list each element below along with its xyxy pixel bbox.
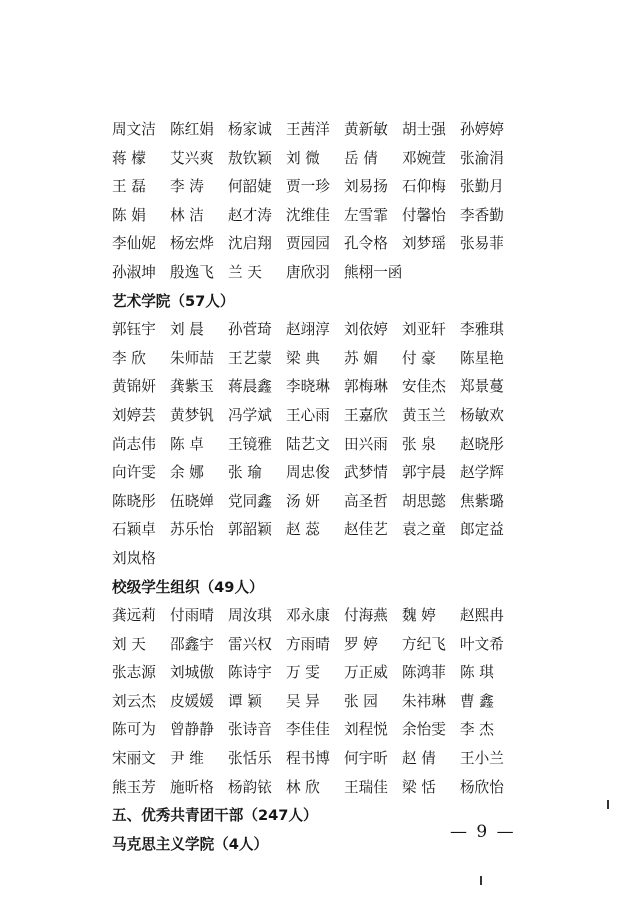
- name-cell: 朱师喆: [170, 349, 214, 367]
- name-row: [112, 631, 522, 660]
- name-cell: 方雨晴: [286, 635, 330, 653]
- name-cell: 王 磊: [112, 178, 146, 196]
- section-heading-marxism-college: 马克思主义学院（4人）: [112, 835, 269, 853]
- name-cell: 曹 鑫: [460, 692, 494, 710]
- name-cell: 周忠俊: [286, 464, 330, 482]
- name-cell: 兰 天: [228, 263, 262, 281]
- name-row: [112, 316, 522, 345]
- name-row: [112, 173, 522, 202]
- name-cell: 万正威: [344, 664, 388, 682]
- name-cell: 袁之童: [402, 521, 446, 539]
- name-cell: 赵 倩: [402, 750, 436, 768]
- name-cell: 安佳杰: [402, 378, 446, 396]
- name-row: [112, 488, 522, 517]
- name-cell: 殷逸飞: [170, 263, 214, 281]
- name-row: [112, 116, 522, 145]
- name-cell: 林 洁: [170, 206, 204, 224]
- name-row: [112, 202, 522, 231]
- name-cell: 熊栩一函: [344, 263, 403, 281]
- name-cell: 胡士强: [402, 121, 446, 138]
- name-cell: 杨家诚: [228, 121, 272, 138]
- name-row: [112, 145, 522, 174]
- name-cell: 杨韵铱: [228, 778, 272, 796]
- name-cell: 贾园园: [286, 235, 330, 253]
- name-cell: 刘婷芸: [112, 406, 156, 424]
- name-cell: 刘云杰: [112, 692, 156, 710]
- name-row: [112, 259, 522, 288]
- name-cell: 苏乐怡: [170, 521, 214, 539]
- name-cell: 刘亚轩: [402, 321, 446, 339]
- name-cell: 黄梦钒: [170, 406, 214, 424]
- name-cell: 沈维佳: [286, 206, 330, 224]
- name-cell: 施昕格: [170, 778, 214, 796]
- name-cell: 刘易扬: [344, 178, 388, 196]
- name-cell: 杨敏欢: [460, 406, 504, 424]
- name-cell: 周汝琪: [228, 607, 272, 625]
- name-cell: 艾兴爽: [170, 149, 214, 167]
- name-cell: 谭 颖: [228, 692, 262, 710]
- name-cell: 孙菅琦: [228, 321, 272, 339]
- name-row: [112, 516, 522, 545]
- name-cell: 林 欣: [286, 778, 320, 796]
- name-row: [112, 716, 522, 745]
- name-cell: 汤 妍: [286, 492, 320, 510]
- name-cell: 何韶婕: [228, 178, 272, 196]
- section-heading-art-college: 艺术学院（57人）: [112, 292, 235, 310]
- name-cell: 赵 蕊: [286, 521, 320, 539]
- name-row: [112, 373, 522, 402]
- name-cell: 张 园: [344, 692, 378, 710]
- name-cell: 付 豪: [402, 349, 436, 367]
- name-cell: 王小兰: [460, 750, 504, 768]
- name-cell: 吴 异: [286, 692, 320, 710]
- name-cell: 李佳佳: [286, 721, 330, 739]
- name-cell: 刘城傲: [170, 664, 214, 682]
- name-cell: 赵熙冉: [460, 607, 504, 625]
- name-cell: 王茜洋: [286, 121, 330, 138]
- name-cell: 罗 婷: [344, 635, 378, 653]
- name-cell: 郭钰宇: [112, 321, 156, 339]
- name-cell: 陈可为: [112, 721, 156, 739]
- name-cell: 武梦情: [344, 464, 388, 482]
- name-list-art-college: [112, 316, 522, 573]
- name-cell: 郭宇晨: [402, 464, 446, 482]
- name-cell: 邓婉萱: [402, 149, 446, 167]
- name-cell: 王镜雅: [228, 435, 272, 453]
- name-cell: 叶文希: [460, 635, 504, 653]
- name-cell: 陈鸿菲: [402, 664, 446, 682]
- name-cell: 邵鑫宇: [170, 635, 214, 653]
- name-cell: 陈星艳: [460, 349, 504, 367]
- name-cell: 张志源: [112, 664, 156, 682]
- name-cell: 雷兴权: [228, 635, 272, 653]
- name-cell: 左雪霏: [344, 206, 388, 224]
- name-cell: 陆艺文: [286, 435, 330, 453]
- name-cell: 赵晓彤: [460, 435, 504, 453]
- name-cell: 张恬乐: [228, 750, 272, 768]
- name-cell: 孙淑坤: [112, 263, 156, 281]
- name-cell: 王艺蒙: [228, 349, 272, 367]
- name-cell: 李 杰: [460, 721, 494, 739]
- name-cell: 赵才涛: [228, 206, 272, 224]
- name-cell: 方纪飞: [402, 635, 446, 653]
- name-row: [112, 402, 522, 431]
- name-cell: 刘岚格: [112, 549, 156, 567]
- name-cell: 付馨怡: [402, 206, 446, 224]
- name-cell: 焦紫璐: [460, 492, 504, 510]
- name-row: [112, 459, 522, 488]
- name-cell: 张 瑜: [228, 464, 262, 482]
- name-cell: 余怡雯: [402, 721, 446, 739]
- name-cell: 邓永康: [286, 607, 330, 625]
- name-cell: 杨宏烨: [170, 235, 214, 253]
- name-cell: 赵学辉: [460, 464, 504, 482]
- name-cell: 蒋晨鑫: [228, 378, 272, 396]
- name-cell: 付雨晴: [170, 607, 214, 625]
- name-cell: 刘 微: [286, 149, 320, 167]
- name-cell: 敖钦颖: [228, 149, 272, 167]
- name-list-continued: [112, 116, 522, 288]
- name-cell: 陈 娟: [112, 206, 146, 224]
- name-cell: 胡思懿: [402, 492, 446, 510]
- scan-mark: [607, 800, 609, 809]
- name-cell: 张渝涓: [460, 149, 504, 167]
- name-cell: 黄新敏: [344, 121, 388, 138]
- scan-mark: [480, 876, 482, 885]
- name-cell: 朱祎琳: [402, 692, 446, 710]
- page-number: — 9 —: [450, 822, 516, 842]
- name-row: [112, 688, 522, 717]
- name-cell: 李仙妮: [112, 235, 156, 253]
- name-cell: 余 娜: [170, 464, 204, 482]
- name-cell: 郑景蔓: [460, 378, 504, 396]
- name-list-student-orgs: [112, 602, 522, 802]
- name-cell: 熊玉芳: [112, 778, 156, 796]
- name-cell: 陈 卓: [170, 435, 204, 453]
- name-cell: 贾一珍: [286, 178, 330, 196]
- name-row: [112, 545, 522, 574]
- name-cell: 王瑞佳: [344, 778, 388, 796]
- name-cell: 张 泉: [402, 435, 436, 453]
- name-cell: 李 涛: [170, 178, 204, 196]
- name-cell: 孔令格: [344, 235, 388, 253]
- name-cell: 孙婷婷: [460, 121, 504, 138]
- name-cell: 龚紫玉: [170, 378, 214, 396]
- name-cell: 梁 典: [286, 349, 320, 367]
- name-cell: 尹 维: [170, 750, 204, 768]
- name-cell: 向许雯: [112, 464, 156, 482]
- name-cell: 刘 晨: [170, 321, 204, 339]
- name-cell: 田兴雨: [344, 435, 388, 453]
- name-cell: 刘梦瑶: [402, 235, 446, 253]
- name-cell: 郭梅琳: [344, 378, 388, 396]
- name-cell: 赵佳艺: [344, 521, 388, 539]
- name-cell: 尚志伟: [112, 435, 156, 453]
- name-cell: 李 欣: [112, 349, 146, 367]
- name-cell: 王嘉欣: [344, 406, 388, 424]
- name-row: [112, 745, 522, 774]
- name-cell: 伍晓婵: [170, 492, 214, 510]
- name-cell: 曾静静: [170, 721, 214, 739]
- name-cell: 陈晓彤: [112, 492, 156, 510]
- name-cell: 沈启翔: [228, 235, 272, 253]
- name-cell: 魏 婷: [402, 607, 436, 625]
- name-cell: 王心雨: [286, 406, 330, 424]
- name-cell: 刘程悦: [344, 721, 388, 739]
- name-row: [112, 659, 522, 688]
- name-cell: 梁 恬: [402, 778, 436, 796]
- name-cell: 周文洁: [112, 121, 156, 138]
- name-cell: 张易菲: [460, 235, 504, 253]
- name-cell: 苏 媚: [344, 349, 378, 367]
- name-cell: 刘 天: [112, 635, 146, 653]
- name-cell: 杨欣怡: [460, 778, 504, 796]
- name-cell: 唐欣羽: [286, 263, 330, 281]
- name-cell: 万 雯: [286, 664, 320, 682]
- document-page: [112, 116, 522, 859]
- name-cell: 石颖卓: [112, 521, 156, 539]
- name-cell: 陈红娟: [170, 121, 214, 138]
- name-cell: 冯学斌: [228, 406, 272, 424]
- name-row: [112, 431, 522, 460]
- name-cell: 付海燕: [344, 607, 388, 625]
- name-cell: 李晓琳: [286, 378, 330, 396]
- name-cell: 党同鑫: [228, 492, 272, 510]
- name-cell: 龚远莉: [112, 607, 156, 625]
- name-cell: 黄锦妍: [112, 378, 156, 396]
- name-cell: 宋丽文: [112, 750, 156, 768]
- name-cell: 刘依婷: [344, 321, 388, 339]
- name-cell: 郎定益: [460, 521, 504, 539]
- section-heading-student-orgs: 校级学生组织（49人）: [112, 578, 264, 596]
- name-row: [112, 602, 522, 631]
- name-cell: 陈 琪: [460, 664, 494, 682]
- name-cell: 岳 倩: [344, 149, 378, 167]
- name-cell: 高圣哲: [344, 492, 388, 510]
- name-row: [112, 230, 522, 259]
- name-cell: 陈诗宇: [228, 664, 272, 682]
- name-cell: 李香勤: [460, 206, 504, 224]
- name-row: [112, 774, 522, 803]
- name-cell: 张勤月: [460, 178, 504, 196]
- name-cell: 何宇昕: [344, 750, 388, 768]
- name-cell: 李雅琪: [460, 321, 504, 339]
- name-cell: 郭韶颖: [228, 521, 272, 539]
- name-row: [112, 345, 522, 374]
- name-cell: 石仰梅: [402, 178, 446, 196]
- section-heading-outstanding-cadres: 五、优秀共青团干部（247人）: [112, 807, 318, 825]
- name-cell: 黄玉兰: [402, 406, 446, 424]
- name-cell: 皮媛媛: [170, 692, 214, 710]
- name-cell: 程书博: [286, 750, 330, 768]
- name-cell: 赵翊淳: [286, 321, 330, 339]
- name-cell: 蒋 檬: [112, 149, 146, 167]
- name-cell: 张诗音: [228, 721, 272, 739]
